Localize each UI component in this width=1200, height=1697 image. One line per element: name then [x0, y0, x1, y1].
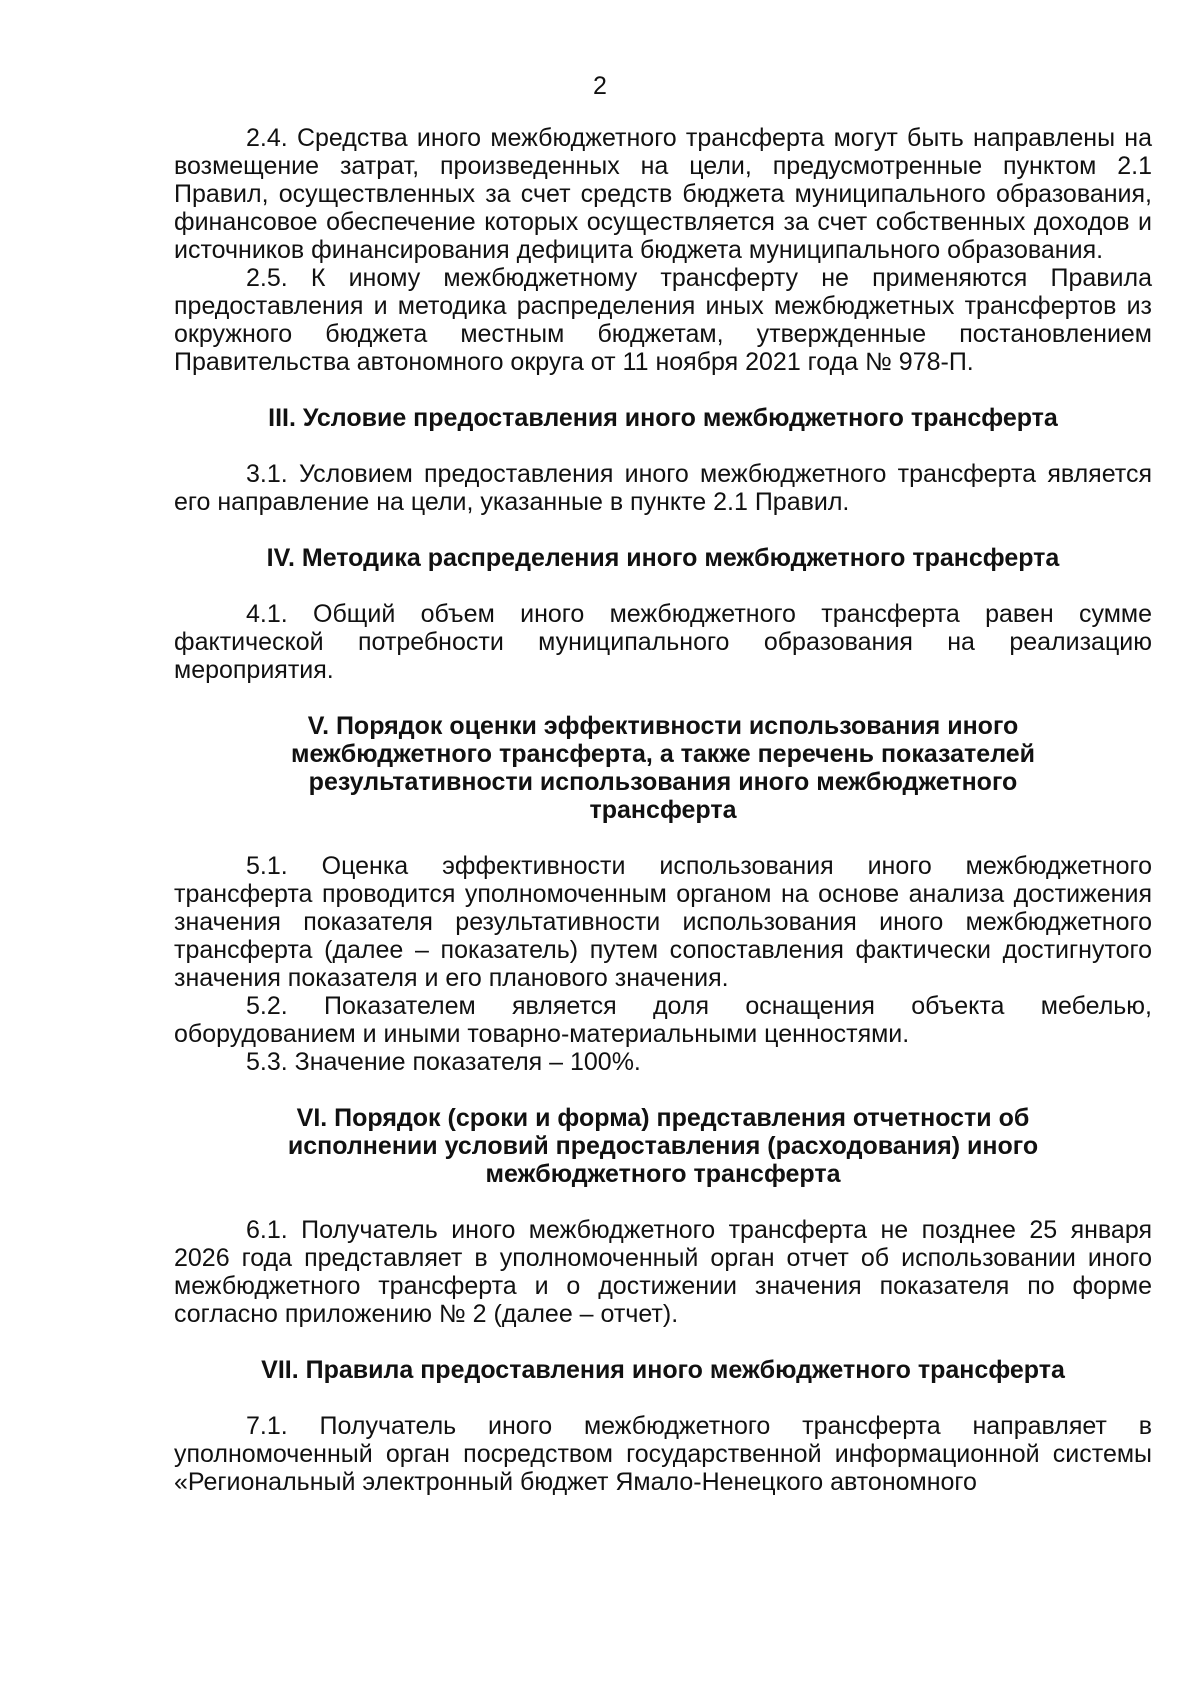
spacer	[174, 432, 1152, 460]
spacer	[174, 1076, 1152, 1104]
spacer	[174, 1188, 1152, 1216]
paragraph-6-1: 6.1. Получатель иного межбюджетного трансферта не позднее 25 января 2026 года представляет в уполномоченный орган отчет об использовании иного межбюджетного трансферта и о достижении значения показателя по форме согласно приложению № 2 (далее – отчет).	[174, 1216, 1152, 1328]
paragraph-4-1: 4.1. Общий объем иного межбюджетного трансферта равен сумме фактической потребности муниципального образования на реализацию мероприятия.	[174, 600, 1152, 684]
section-heading-4: IV. Методика распределения иного межбюджетного трансферта	[266, 544, 1060, 572]
spacer	[174, 516, 1152, 544]
spacer	[174, 572, 1152, 600]
section-heading-5: V. Порядок оценки эффективности использования иного межбюджетного трансферта, а также перечень показателей результативности использования иного межбюджетного трансферта	[290, 712, 1036, 824]
paragraph-5-2: 5.2. Показателем является доля оснащения объекта мебелью, оборудованием и иными товарно-материальными ценностями.	[174, 992, 1152, 1048]
paragraph-3-1: 3.1. Условием предоставления иного межбюджетного трансферта является его направление на цели, указанные в пункте 2.1 Правил.	[174, 460, 1152, 516]
spacer	[174, 1384, 1152, 1412]
paragraph-7-1: 7.1. Получатель иного межбюджетного трансферта направляет в уполномоченный орган посредством государственной информационной системы «Региональный электронный бюджет Ямало-Ненецкого автономного	[174, 1412, 1152, 1496]
page-number: 2	[593, 72, 607, 100]
spacer	[174, 376, 1152, 404]
paragraph-2-4: 2.4. Средства иного межбюджетного трансферта могут быть направлены на возмещение затрат, произведенных на цели, предусмотренные пунктом 2.1 Правил, осуществленных за счет средств бюджета муниципального образования, финансовое обеспечение которых осуществляется за счет собственных доходов и источников финансирования дефицита бюджета муниципального образования.	[174, 124, 1152, 264]
spacer	[174, 824, 1152, 852]
spacer	[174, 684, 1152, 712]
section-heading-6: VI. Порядок (сроки и форма) представления отчетности об исполнении условий предоставления (расходования) иного межбюджетного трансферта	[287, 1104, 1039, 1188]
paragraph-5-1: 5.1. Оценка эффективности использования иного межбюджетного трансферта проводится уполномоченным органом на основе анализа достижения значения показателя результативности использования иного межбюджетного трансферта (далее – показатель) путем сопоставления фактически достигнутого значения показателя и его планового значения.	[174, 852, 1152, 992]
document-body	[174, 124, 1152, 1496]
section-heading-7: VII. Правила предоставления иного межбюджетного трансферта	[261, 1356, 1065, 1384]
paragraph-2-5: 2.5. К иному межбюджетному трансферту не применяются Правила предоставления и методика распределения иных межбюджетных трансфертов из окружного бюджета местным бюджетам, утвержденные постановлением Правительства автономного округа от 11 ноября 2021 года № 978-П.	[174, 264, 1152, 376]
section-heading-3: III. Условие предоставления иного межбюджетного трансферта	[268, 404, 1058, 432]
spacer	[174, 1328, 1152, 1356]
paragraph-5-3: 5.3. Значение показателя – 100%.	[246, 1048, 641, 1076]
